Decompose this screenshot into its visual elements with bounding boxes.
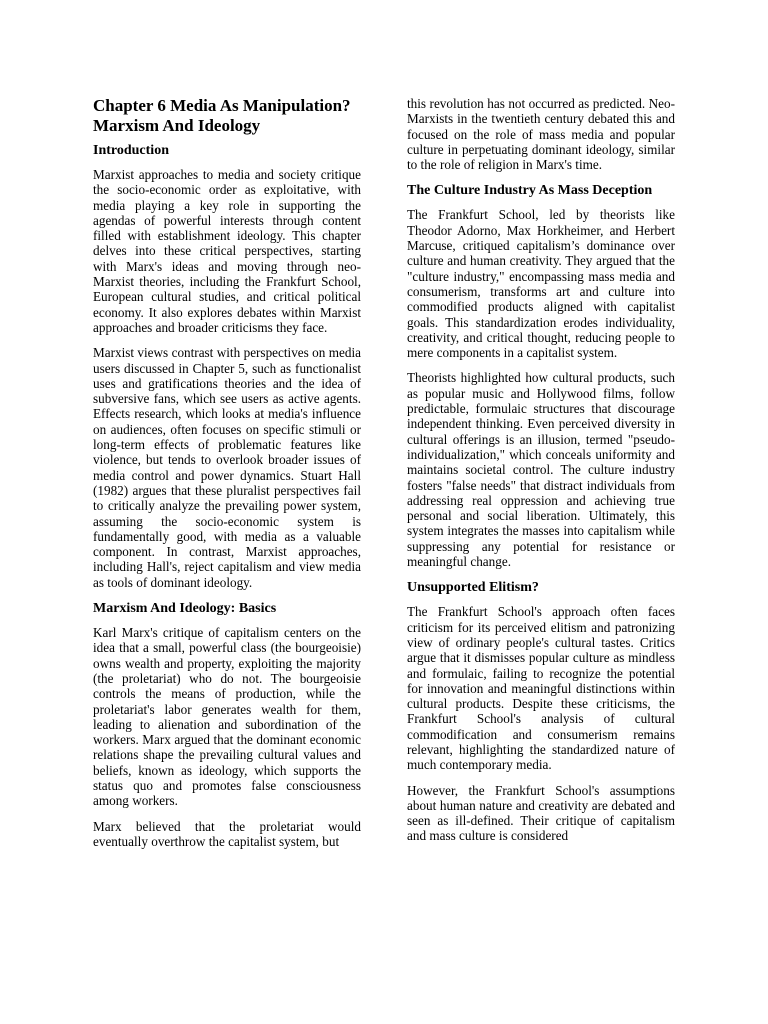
paragraph: this revolution has not occurred as predicted. Neo-Marxists in the twentieth century debated this and focused on the role of mass media and popular culture in perpetuating dominant ideology, similar to the role of religion in Marx's time.	[407, 96, 675, 173]
paragraph: Marx believed that the proletariat would eventually overthrow the capitalist system, but	[93, 818, 361, 849]
chapter-title: Chapter 6 Media As Manipulation? Marxism And Ideology	[93, 96, 351, 135]
paragraph: The Frankfurt School, led by theorists like Theodor Adorno, Max Horkheimer, and Herbert Marcuse, critiqued capitalism’s dominance over culture and human creativity. They argued that the "culture industry," encompassing mass media and consumerism, transforms art and culture into commodified products aligned with capitalist goals. This standardization erodes individuality, creativity, and critical thought, reducing people to mere components in a capitalist system.	[407, 207, 675, 361]
right-column	[407, 96, 675, 854]
section-heading: The Culture Industry As Mass Deception	[407, 183, 653, 199]
section-heading: Marxism And Ideology: Basics	[93, 601, 277, 617]
section-heading: Unsupported Elitism?	[407, 580, 539, 596]
paragraph: However, the Frankfurt School's assumptions about human nature and creativity are debated and seen as ill-defined. Their critique of capitalism and mass culture is considered	[407, 782, 675, 844]
left-column	[93, 96, 361, 859]
right-column-flow	[407, 96, 675, 844]
section-heading: Introduction	[93, 143, 169, 158]
paragraph: Theorists highlighted how cultural products, such as popular music and Hollywood films, follow predictable, formulaic structures that discourage independent thinking. Even perceived diversity in cultural offerings is an illusion, termed "pseudo-individualization," which conceals uniformity and maintains societal control. The culture industry fosters "false needs" that distract individuals from addressing real oppression and achieving true personal and social liberation. Ultimately, this system integrates the masses into capitalism while suppressing any potential for resistance or meaningful change.	[407, 370, 675, 570]
paragraph: Marxist approaches to media and society critique the socio-economic order as exploitative, with media playing a key role in supporting the agendas of powerful interests through content filled with establishment ideology. This chapter delves into these critical perspectives, starting with Marx's ideas and moving through neo-Marxist theories, including the Frankfurt School, European cultural studies, and critical political economy. It also explores debates within Marxist approaches and broader criticisms they face.	[93, 167, 361, 335]
paragraph: The Frankfurt School's approach often faces criticism for its perceived elitism and patronizing view of ordinary people's cultural tastes. Critics argue that it dismisses popular culture as mindless and formulaic, failing to recognize the potential for innovation and meaningful distinctions within cultural products. Despite these criticisms, the Frankfurt School's analysis of cultural commodification and consumerism remains relevant, highlighting the standardized nature of much contemporary media.	[407, 604, 675, 773]
paragraph: Marxist views contrast with perspectives on media users discussed in Chapter 5, such as functionalist uses and gratifications theories and the idea of subversive fans, which see users as active agents. Effects research, which looks at media's influence on audiences, often focuses on specific stimuli or long-term effects of problematic features like violence, but tends to overlook broader issues of media control and power dynamics. Stuart Hall (1982) argues that these pluralist perspectives fail to critically analyze the prevailing power system, assuming the socio-economic system is fundamentally good, with media as a valuable component. In contrast, Marxist approaches, including Hall's, reject capitalism and view media as tools of dominant ideology.	[93, 345, 361, 590]
left-column-flow	[93, 142, 361, 849]
paragraph: Karl Marx's critique of capitalism centers on the idea that a small, powerful class (the bourgeoisie) owns wealth and property, exploiting the majority (the proletariat) who do not. The bourgeoisie controls the means of production, while the proletariat's labor generates wealth for them, leading to alienation and subordination of the workers. Marx argued that the dominant economic relations shape the prevailing cultural values and beliefs, known as ideology, which supports the status quo and promotes false consciousness among workers.	[93, 625, 361, 809]
